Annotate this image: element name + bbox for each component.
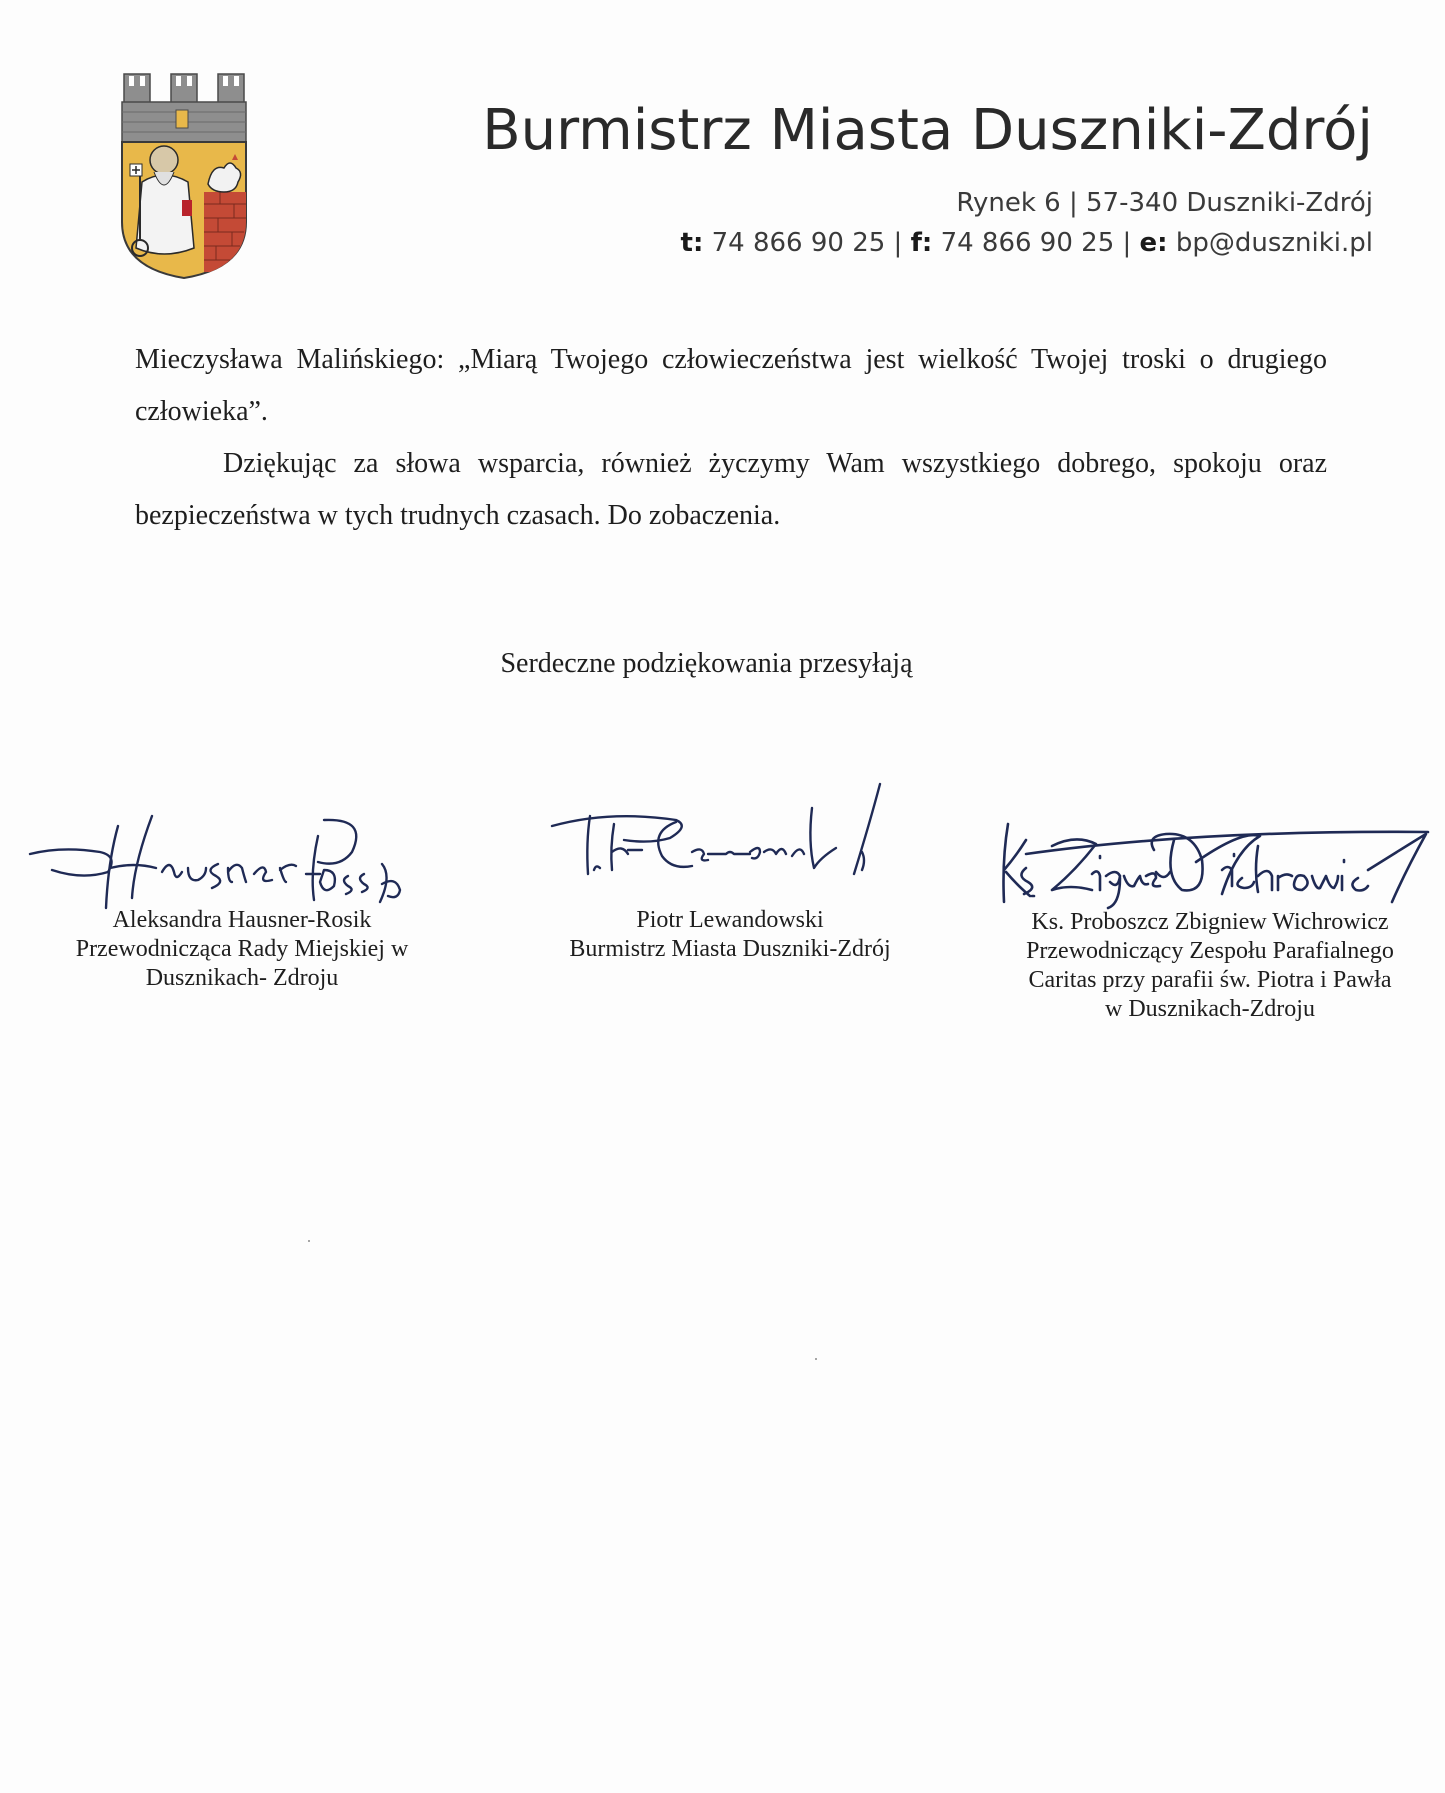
signature-lewandowski xyxy=(550,782,950,892)
letterhead-contact xyxy=(681,228,1373,258)
signatory-role: Caritas przy parafii św. Piotra i Pawła xyxy=(1028,967,1392,993)
signatory-block-2 xyxy=(530,906,930,964)
separator: | xyxy=(1122,228,1132,258)
body-paragraph-2: Dziękując za słowa wsparcia, również życzymy Wam wszystkiego dobrego, spokoju oraz bezpieczeństwa w tych trudnych czasach. Do zobaczenia. xyxy=(135,448,1327,531)
fax-label: f: xyxy=(910,228,933,258)
signatory-role: Przewodnicząca Rady Miejskiej w xyxy=(75,936,409,962)
signatory-name: Ks. Proboszcz Zbigniew Wichrowicz xyxy=(1031,909,1389,935)
scan-speck xyxy=(308,1240,310,1242)
signatory-block-1 xyxy=(52,906,432,993)
closing-line xyxy=(0,648,1445,680)
signatory-role: w Dusznikach-Zdroju xyxy=(1105,996,1315,1022)
signatory-name: Aleksandra Hausner-Rosik xyxy=(112,907,372,933)
scan-speck xyxy=(815,1358,817,1360)
body-paragraph-1: Mieczysława Malińskiego: „Miarą Twojego człowieczeństwa jest wielkość Twojej troski o drugiego człowieka”. xyxy=(135,344,1327,427)
signatory-name: Piotr Lewandowski xyxy=(636,907,824,933)
separator: | xyxy=(893,228,903,258)
phone-label: t: xyxy=(680,228,704,258)
closing-text: Serdeczne podziękowania przesyłają xyxy=(500,648,913,679)
coat-of-arms-icon xyxy=(120,72,248,282)
letter-body xyxy=(135,334,1327,542)
letterhead-address: Rynek 6 | 57-340 Duszniki-Zdrój xyxy=(956,188,1373,218)
email-address: bp@duszniki.pl xyxy=(1175,228,1373,258)
letterhead-title: Burmistrz Miasta Duszniki-Zdrój xyxy=(482,98,1373,163)
signatory-role: Przewodniczący Zespołu Parafialnego xyxy=(1026,938,1394,964)
signatory-block-3 xyxy=(1000,908,1420,1024)
signatory-role: Burmistrz Miasta Duszniki-Zdrój xyxy=(569,936,891,962)
phone-number: 74 866 90 25 xyxy=(711,228,886,258)
signatory-role: Dusznikach- Zdroju xyxy=(145,965,339,991)
signature-hausner-rosik xyxy=(22,812,422,912)
fax-number: 74 866 90 25 xyxy=(940,228,1115,258)
signature-wichrowicz xyxy=(996,810,1436,920)
email-label: e: xyxy=(1139,228,1168,258)
